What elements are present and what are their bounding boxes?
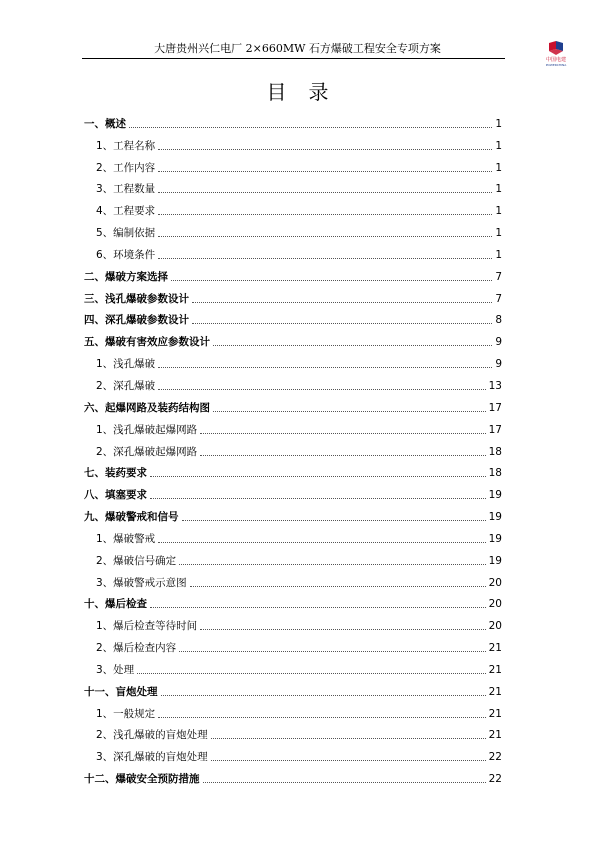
toc-entry-label: 3、工程数量	[96, 183, 156, 196]
toc-entry[interactable]	[84, 153, 502, 175]
toc-dot-leader	[158, 192, 492, 193]
toc-dot-leader	[158, 542, 485, 543]
toc-entry[interactable]	[84, 262, 502, 284]
toc-entry-label: 6、环境条件	[96, 248, 156, 261]
toc-entry-page-number: 1	[495, 227, 502, 240]
toc-entry[interactable]	[84, 393, 502, 415]
logo-mark-icon	[538, 41, 574, 57]
toc-entry-label: 2、深孔爆破起爆网路	[96, 445, 198, 458]
toc-entry-label: 1、爆后检查等待时间	[96, 620, 198, 633]
toc-entry-label: 九、爆破警戒和信号	[84, 511, 179, 524]
toc-entry[interactable]	[84, 437, 502, 459]
toc-dot-leader	[211, 738, 486, 739]
toc-entry-label: 八、填塞要求	[84, 489, 147, 502]
toc-entry-page-number: 22	[488, 751, 502, 764]
toc-entry-label: 4、工程要求	[96, 205, 156, 218]
toc-entry[interactable]	[84, 240, 502, 262]
toc-entry-page-number: 22	[488, 773, 502, 786]
toc-dot-leader	[179, 651, 485, 652]
toc-entry-page-number: 1	[495, 205, 502, 218]
toc-entry-label: 三、浅孔爆破参数设计	[84, 292, 189, 305]
toc-dot-leader	[150, 498, 486, 499]
toc-entry-label: 1、浅孔爆破	[96, 358, 156, 371]
toc-dot-leader	[171, 280, 492, 281]
toc-entry-page-number: 7	[495, 270, 502, 283]
toc-entry-page-number: 19	[488, 489, 502, 502]
toc-dot-leader	[158, 389, 485, 390]
logo-subtext: POWERCHINA	[545, 63, 567, 67]
toc-dot-leader	[200, 433, 485, 434]
toc-entry-label: 十一、盲炮处理	[84, 685, 158, 698]
toc-entry-label: 3、处理	[96, 663, 135, 676]
toc-dot-leader	[137, 673, 485, 674]
toc-entry-page-number: 7	[495, 292, 502, 305]
toc-entry-page-number: 18	[488, 467, 502, 480]
toc-entry-page-number: 17	[488, 401, 502, 414]
toc-dot-leader	[129, 127, 492, 128]
toc-entry[interactable]	[84, 568, 502, 590]
toc-entry-page-number: 1	[495, 139, 502, 152]
toc-dot-leader	[179, 564, 485, 565]
toc-entry-label: 1、工程名称	[96, 139, 156, 152]
toc-entry[interactable]	[84, 459, 502, 481]
toc-dot-leader	[150, 476, 486, 477]
toc-entry[interactable]	[84, 480, 502, 502]
toc-entry-label: 1、浅孔爆破起爆网路	[96, 423, 198, 436]
toc-entry-label: 五、爆破有害效应参数设计	[84, 336, 210, 349]
toc-entry[interactable]	[84, 131, 502, 153]
toc-dot-leader	[192, 323, 492, 324]
toc-entry[interactable]	[84, 721, 502, 743]
toc-entry-page-number: 19	[488, 532, 502, 545]
toc-entry-page-number: 20	[488, 598, 502, 611]
table-of-contents	[84, 109, 502, 786]
toc-entry-page-number: 21	[488, 729, 502, 742]
toc-entry[interactable]	[84, 284, 502, 306]
toc-entry-page-number: 19	[488, 511, 502, 524]
toc-entry-label: 3、爆破警戒示意图	[96, 576, 187, 589]
toc-entry-page-number: 18	[488, 445, 502, 458]
logo-text: 中国电建	[545, 57, 566, 63]
toc-entry-page-number: 9	[495, 336, 502, 349]
toc-dot-leader	[200, 629, 485, 630]
toc-entry-label: 四、深孔爆破参数设计	[84, 314, 189, 327]
toc-entry-label: 2、浅孔爆破的盲炮处理	[96, 729, 208, 742]
toc-entry[interactable]	[84, 742, 502, 764]
toc-title: 目录	[266, 80, 351, 104]
toc-entry-page-number: 1	[495, 161, 502, 174]
toc-entry[interactable]	[84, 502, 502, 524]
toc-entry[interactable]	[84, 327, 502, 349]
toc-entry-page-number: 1	[495, 248, 502, 261]
toc-entry[interactable]	[84, 109, 502, 131]
toc-entry-page-number: 1	[495, 183, 502, 196]
toc-entry[interactable]	[84, 175, 502, 197]
toc-entry[interactable]	[84, 611, 502, 633]
toc-entry[interactable]	[84, 655, 502, 677]
toc-entry-label: 5、编制依据	[96, 227, 156, 240]
toc-entry-label: 2、工作内容	[96, 161, 156, 174]
toc-dot-leader	[150, 607, 486, 608]
toc-entry-page-number: 17	[488, 423, 502, 436]
toc-dot-leader	[213, 345, 492, 346]
toc-entry-label: 十、爆后检查	[84, 598, 147, 611]
toc-entry-label: 一、概述	[84, 117, 126, 130]
toc-entry-page-number: 13	[488, 379, 502, 392]
toc-dot-leader	[158, 236, 492, 237]
toc-dot-leader	[203, 782, 486, 783]
toc-entry-label: 2、深孔爆破	[96, 379, 156, 392]
toc-entry[interactable]	[84, 546, 502, 568]
toc-entry[interactable]	[84, 699, 502, 721]
toc-entry[interactable]	[84, 349, 502, 371]
toc-dot-leader	[192, 302, 492, 303]
toc-entry-label: 2、爆后检查内容	[96, 642, 177, 655]
toc-dot-leader	[158, 367, 492, 368]
toc-dot-leader	[211, 760, 486, 761]
toc-entry[interactable]	[84, 590, 502, 612]
toc-entry-page-number: 21	[488, 685, 502, 698]
toc-entry[interactable]	[84, 415, 502, 437]
toc-entry-page-number: 21	[488, 642, 502, 655]
toc-entry-label: 十二、爆破安全预防措施	[84, 773, 200, 786]
toc-entry-page-number: 21	[488, 663, 502, 676]
toc-dot-leader	[161, 695, 486, 696]
toc-entry-label: 1、一般规定	[96, 707, 156, 720]
toc-entry[interactable]	[84, 371, 502, 393]
toc-entry[interactable]	[84, 196, 502, 218]
toc-dot-leader	[190, 586, 486, 587]
toc-dot-leader	[158, 149, 492, 150]
toc-entry[interactable]	[84, 764, 502, 786]
toc-entry-label: 1、爆破警戒	[96, 532, 156, 545]
toc-entry[interactable]	[84, 524, 502, 546]
toc-entry[interactable]	[84, 677, 502, 699]
toc-dot-leader	[158, 258, 492, 259]
toc-entry[interactable]	[84, 306, 502, 328]
toc-entry[interactable]	[84, 633, 502, 655]
toc-dot-leader	[158, 171, 492, 172]
toc-entry-page-number: 21	[488, 707, 502, 720]
toc-dot-leader	[200, 455, 485, 456]
toc-entry-label: 3、深孔爆破的盲炮处理	[96, 751, 208, 764]
toc-entry-page-number: 9	[495, 358, 502, 371]
toc-entry-label: 七、装药要求	[84, 467, 147, 480]
toc-dot-leader	[158, 717, 485, 718]
toc-entry-label: 六、起爆网路及装药结构图	[84, 401, 210, 414]
toc-entry-page-number: 8	[495, 314, 502, 327]
header-divider	[82, 58, 505, 59]
toc-entry[interactable]	[84, 218, 502, 240]
toc-dot-leader	[182, 520, 486, 521]
toc-dot-leader	[213, 411, 486, 412]
toc-entry-page-number: 19	[488, 554, 502, 567]
toc-dot-leader	[158, 214, 492, 215]
powerchina-logo	[538, 41, 574, 65]
toc-entry-page-number: 1	[495, 117, 502, 130]
document-header-title: 大唐贵州兴仁电厂 2×660MW 石方爆破工程安全专项方案	[154, 42, 441, 55]
toc-entry-page-number: 20	[488, 620, 502, 633]
toc-entry-label: 2、爆破信号确定	[96, 554, 177, 567]
toc-entry-label: 二、爆破方案选择	[84, 270, 168, 283]
toc-entry-page-number: 20	[488, 576, 502, 589]
